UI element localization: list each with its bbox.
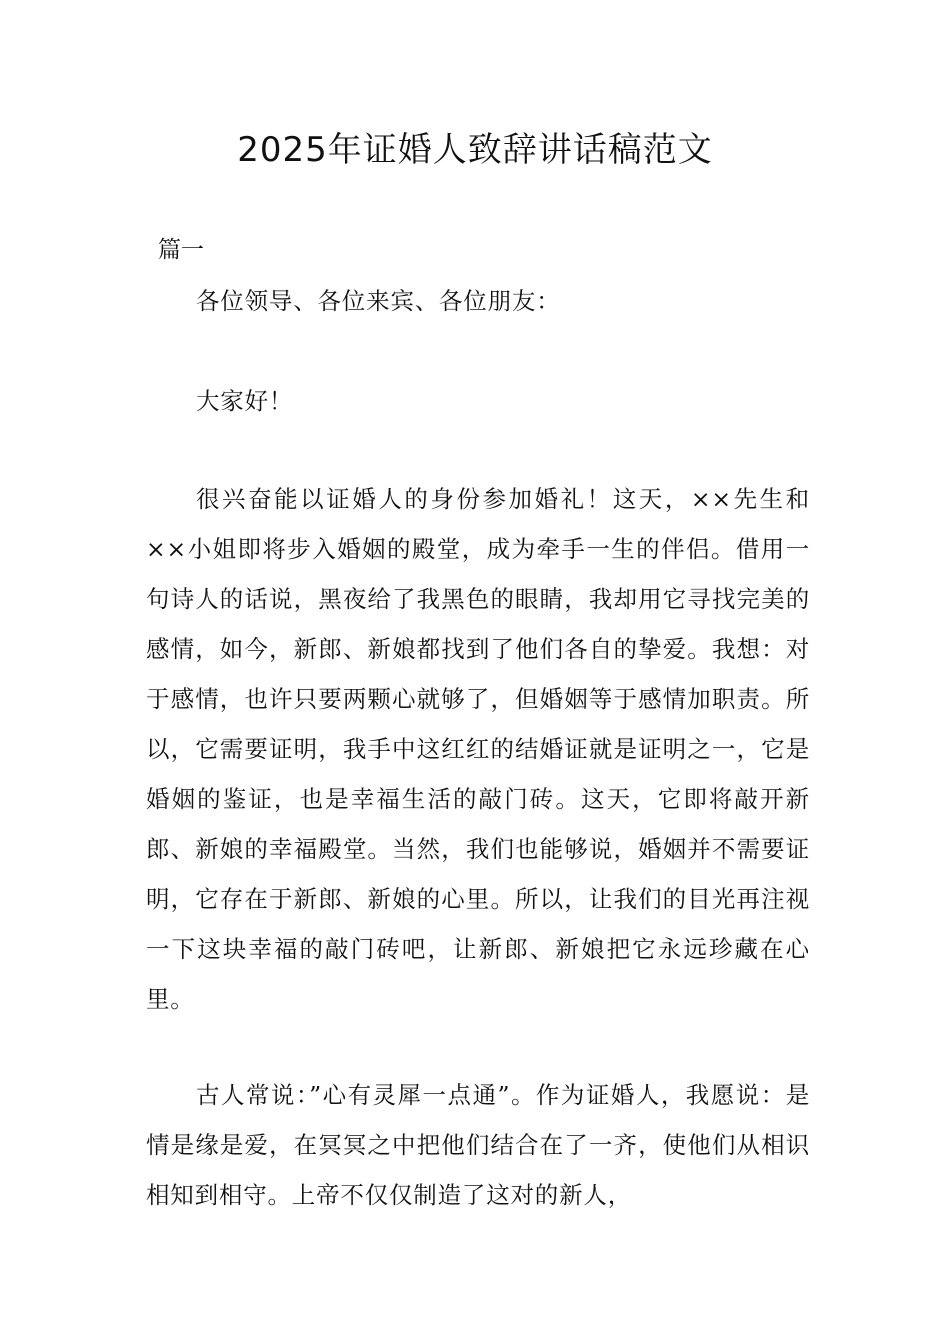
document-title: 2025年证婚人致辞讲话稿范文 [237,130,713,170]
body-paragraph-2: 古人常说：”心有灵犀一点通”。作为证婚人，我愿说：是情是缘是爱，在冥冥之中把他们结合在了一齐，使他们从相识相知到相守。上帝不仅仅制造了这对的新人， [146,1081,810,1209]
greeting-paragraph: 大家好！ [196,387,294,415]
body-paragraph-1: 很兴奋能以证婚人的身份参加婚礼！这天，××先生和××小姐即将步入婚姻的殿堂，成为牵手一生的伴侣。借用一句诗人的话说，黑夜给了我黑色的眼睛，我却用它寻找完美的感情，如今，新郎、新娘都找到了他们各自的挚爱。我想：对于感情，也许只要两颗心就够了，但婚姻等于感情加职责。所以，它需要证明，我手中这红红的结婚证就是证明之一，它是婚姻的鉴证，也是幸福生活的敲门砖。这天，它即将敲开新郎、新娘的幸福殿堂。当然，我们也能够说，婚姻并不需要证明，它存在于新郎、新娘的心里。所以，让我们的目光再注视一下这块幸福的敲门砖吧，让新郎、新娘把它永远珍藏在心里。 [146,485,810,1013]
section-label: 篇一 [158,237,204,263]
salutation-paragraph: 各位领导、各位来宾、各位朋友： [196,287,561,315]
